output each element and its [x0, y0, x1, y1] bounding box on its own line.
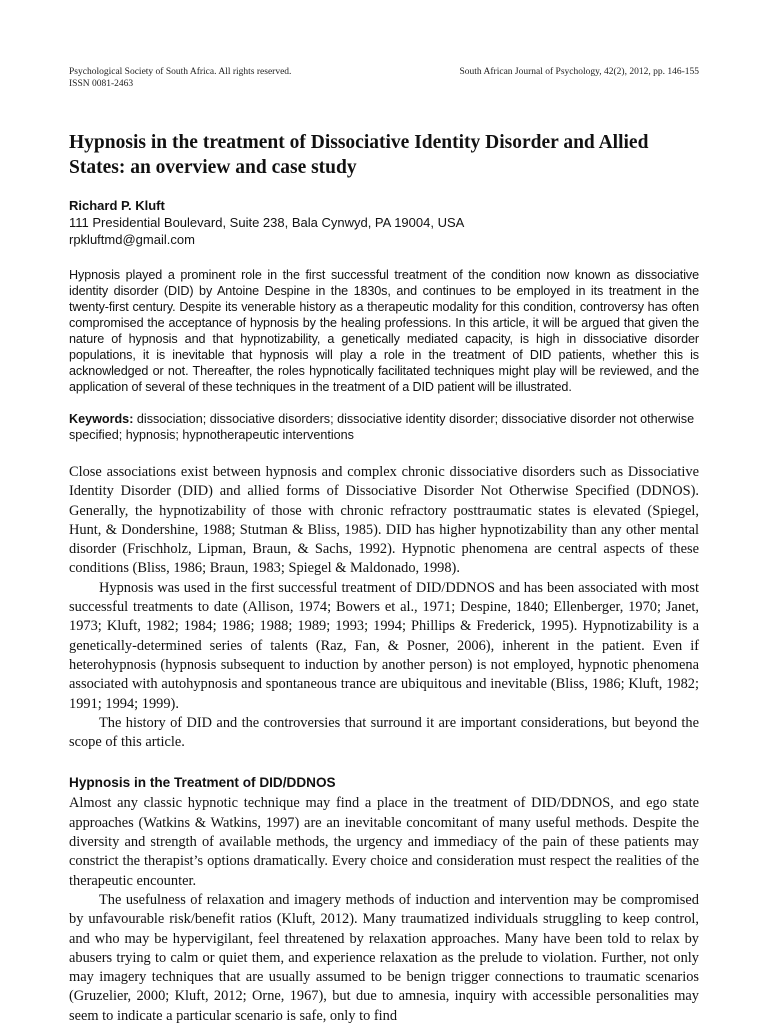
body-paragraph: The history of DID and the controversies that surround it are important considerations, but beyond the scope of this article.	[69, 714, 699, 751]
journal-citation: South African Journal of Psychology, 42(2), 2012, pp. 146-155	[459, 67, 699, 77]
section-heading: Hypnosis in the Treatment of DID/DDNOS	[69, 775, 336, 791]
copyright-notice: Psychological Society of South Africa. All rights reserved.	[69, 67, 292, 77]
article-body	[69, 463, 699, 1026]
keywords-list: dissociation; dissociative disorders; dissociative identity disorder; dissociative disorder not otherwise specified; hypnosis; hypnotherapeutic interventions	[69, 412, 695, 442]
keywords	[69, 411, 699, 443]
keywords-label: Keywords:	[69, 412, 134, 426]
journal-page	[69, 66, 699, 1026]
abstract: Hypnosis played a prominent role in the first successful treatment of the condition now known as dissociative identity disorder (DID) by Antoine Despine in the 1830s, and continues to be employed in its treatment in the twenty-first century. Despite its venerable history as a therapeutic modality for this condition, controversy has often compromised the acceptance of hypnosis by the healing professions. In this article, it will be argued that given the nature of hypnosis and that hypnotizability, a genetically mediated capacity, is high in dissociative disorder populations, it is inevitable that hypnosis will play a role in the treatment of DID patients, whether this is acknowledged or not. Thereafter, the roles hypnotically facilitated techniques might play will be reviewed, and the application of several of these techniques in the treatment of a DID patient will be illustrated.	[69, 268, 699, 394]
running-head-left	[69, 66, 291, 90]
body-paragraph: Almost any classic hypnotic technique may find a place in the treatment of DID/DDNOS, and ego state approaches (Watkins & Watkins, 1997) are an inevitable concomitant of many useful methods. Despite the diversity and strength of available methods, the urgency and immediacy of the pain of these patients may constrict the therapist’s options dramatically. Every choice and consideration must respect the realities of the therapeutic encounter.	[69, 795, 699, 889]
article-title: Hypnosis in the treatment of Dissociative Identity Disorder and Allied States: an overview and case study	[69, 132, 649, 178]
issn: ISSN 0081-2463	[69, 79, 134, 89]
body-paragraph: Close associations exist between hypnosis and complex chronic dissociative disorders such as Dissociative Identity Disorder (DID) and allied forms of Dissociative Disorder Not Otherwise Specified (DDNOS). Generally, the hypnotizability of those with chronic refractory posttraumatic states is elevated (Spiegel, Hunt, & Dondershine, 1988; Stutman & Bliss, 1985). DID has higher hypnotizability than any other mental disorder (Frischholz, Lipman, Braun, & Sachs, 1992). Hypnotic phenomena are central aspects of these conditions (Bliss, 1986; Braun, 1983; Spiegel & Maldonado, 1998).	[69, 464, 699, 577]
author-block	[69, 197, 699, 248]
running-head	[69, 66, 699, 90]
author-email[interactable]: rpkluftmd@gmail.com	[69, 232, 195, 247]
body-paragraph: The usefulness of relaxation and imagery methods of induction and intervention may be compromised by unfavourable risk/benefit ratios (Kluft, 2012). Many traumatized individuals struggling to keep control, and who may be hypervigilant, feel threatened by relaxation approaches. Many have been told to relax by abusers trying to calm or quiet them, and experience relaxation as the prelude to violation. Further, not only may imagery techniques that are usually assumed to be benign trigger connections to traumatic scenarios (Gruzelier, 2000; Kluft, 2012; Orne, 1967), but due to amnesia, inquiry with accessible personalities may seem to indicate a particular scenario is safe, only to find	[69, 891, 699, 1024]
body-paragraph: Hypnosis was used in the first successful treatment of DID/DDNOS and has been associated with most successful treatments to date (Allison, 1974; Bowers et al., 1971; Despine, 1840; Ellenberger, 1970; Janet, 1973; Kluft, 1982; 1984; 1986; 1988; 1989; 1993; 1994; Phillips & Frederick, 1995). Hypnotizability is a genetically-determined series of talents (Raz, Fan, & Posner, 2006), inherent in the patient. Even if heterohypnosis (hypnosis subsequent to induction by another person) is not employed, hypnotic phenomena associated with autohypnosis and spontaneous trance are ubiquitous and inevitable (Bliss, 1986; Kluft, 1982; 1991; 1994; 1999).	[69, 579, 699, 712]
author-address: 111 Presidential Boulevard, Suite 238, Bala Cynwyd, PA 19004, USA	[69, 215, 465, 230]
author-name: Richard P. Kluft	[69, 198, 165, 213]
